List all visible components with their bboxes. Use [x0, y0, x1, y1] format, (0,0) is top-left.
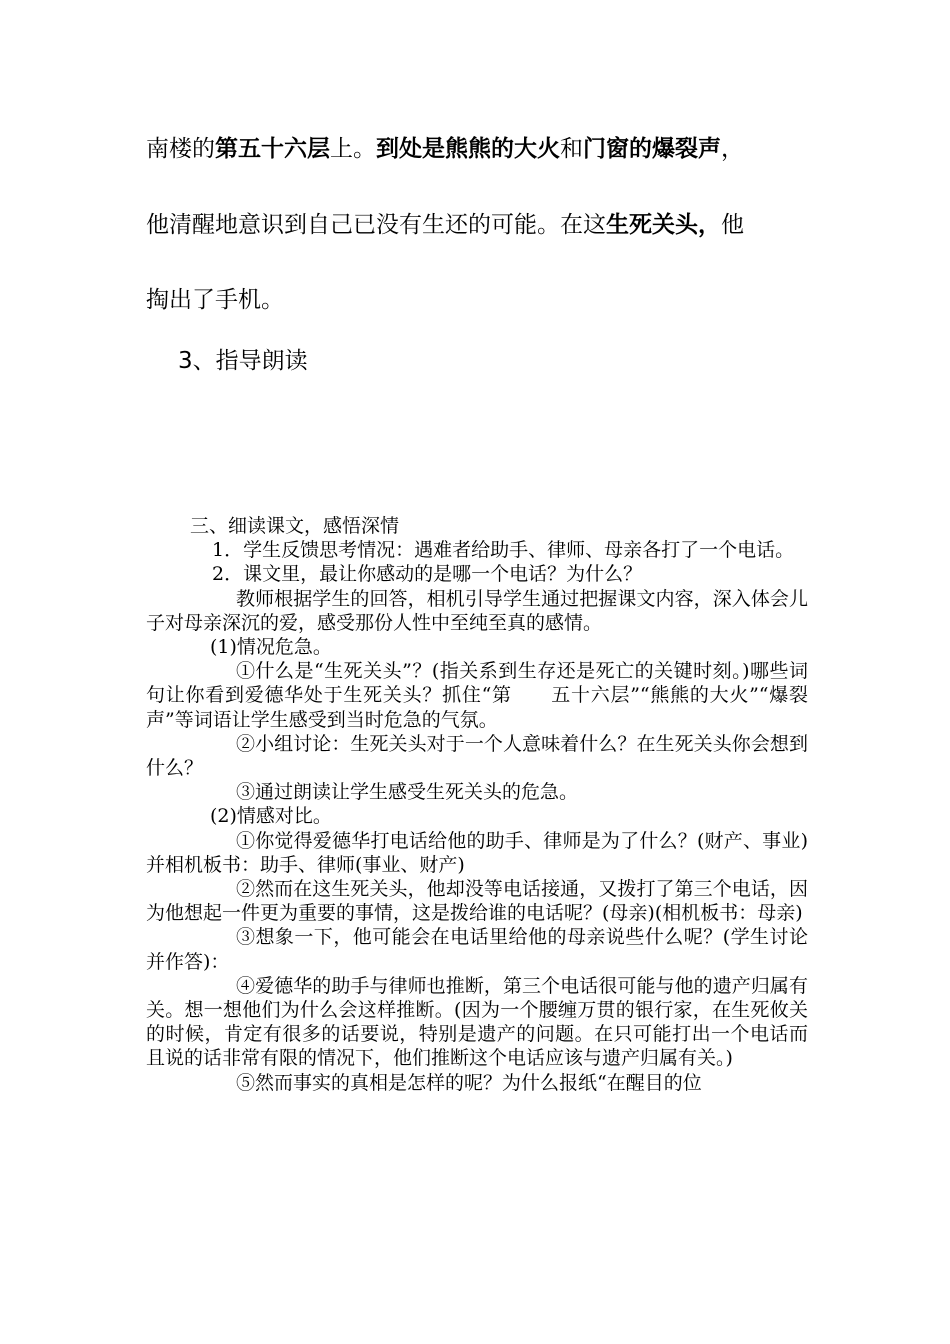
passage-line-1 [146, 134, 806, 164]
passage-bold-text: 第五十六层 [215, 136, 330, 162]
lesson-paragraph: ①你觉得爱德华打电话给他的助手、律师是为了什么？(财产、事业)并相机板书：助手、律师(事业、财产) [146, 829, 808, 876]
lesson-body [146, 514, 808, 1095]
lesson-paragraph: ①什么是“生死关头”？(指关系到生存还是死亡的关键时刻。)哪些词句让你看到爱德华处于生死关头？抓住“第 五十六层”“熊熊的大火”“爆裂声”等词语让学生感受到当时危急的气氛。 [146, 660, 808, 731]
passage-text: 和 [560, 136, 583, 162]
lesson-paragraph: ②小组讨论：生死关头对于一个人意味着什么？在生死关头你会想到什么？ [146, 732, 808, 780]
passage-line-2 [146, 210, 806, 240]
lesson-paragraph: 1．学生反馈思考情况：遇难者给助手、律师、母亲各打了一个电话。 [212, 539, 795, 562]
passage-text: ， [721, 136, 744, 162]
lesson-paragraph: ②然而在这生死关头，他却没等电话接通，又拨打了第三个电话，因为他想起一件更为重要的事情，这是拨给谁的电话呢？(母亲)(相机板书：母亲) [146, 878, 808, 925]
lesson-paragraph: 教师根据学生的回答，相机引导学生通过把握课文内容，深入体会儿子对母亲深沉的爱，感受那份人性中至纯至真的感情。 [146, 587, 808, 634]
passage-text: 他 [721, 212, 744, 238]
passage-text: 南楼的 [146, 136, 215, 162]
lesson-subheading: (2)情感对比。 [210, 805, 332, 828]
lesson-paragraph: ③通过朗读让学生感受生死关头的危急。 [236, 781, 579, 804]
passage-bold-text: 到处是熊熊的大火 [376, 136, 560, 162]
lesson-section-title: 三、细读课文，感悟深情 [190, 515, 400, 537]
lesson-paragraph: ⑤然而事实的真相是怎样的呢？为什么报纸“在醒目的位 [236, 1071, 702, 1094]
passage-bold-text: 门窗的爆裂声 [583, 136, 721, 162]
lesson-paragraph: ④爱德华的助手与律师也推断，第三个电话很可能与他的遗产归属有关。想一想他们为什么会这样推断。(因为一个腰缠万贯的银行家，在生死攸关的时候，肯定有很多的话要说，特别是遗产的问题。在只可能打出一个电话而且说的话非常有限的情况下，他们推断这个电话应该与遗产归属有关。) [146, 974, 808, 1070]
lesson-paragraph: ③想象一下，他可能会在电话里给他的母亲说些什么呢？(学生讨论并作答)： [146, 926, 808, 973]
section-heading: 3、指导朗读 [178, 348, 308, 374]
lesson-paragraph: 2．课文里，最让你感动的是哪一个电话？为什么？ [212, 563, 643, 586]
passage-text: 上。 [330, 136, 376, 162]
passage-bold-text: 生死关头， [606, 212, 721, 238]
passage-line-3: 掏出了手机。 [146, 287, 284, 313]
lesson-subheading: (1)情况危急。 [210, 636, 332, 659]
passage-text: 他清醒地意识到自己已没有生还的可能。在这 [146, 212, 606, 238]
